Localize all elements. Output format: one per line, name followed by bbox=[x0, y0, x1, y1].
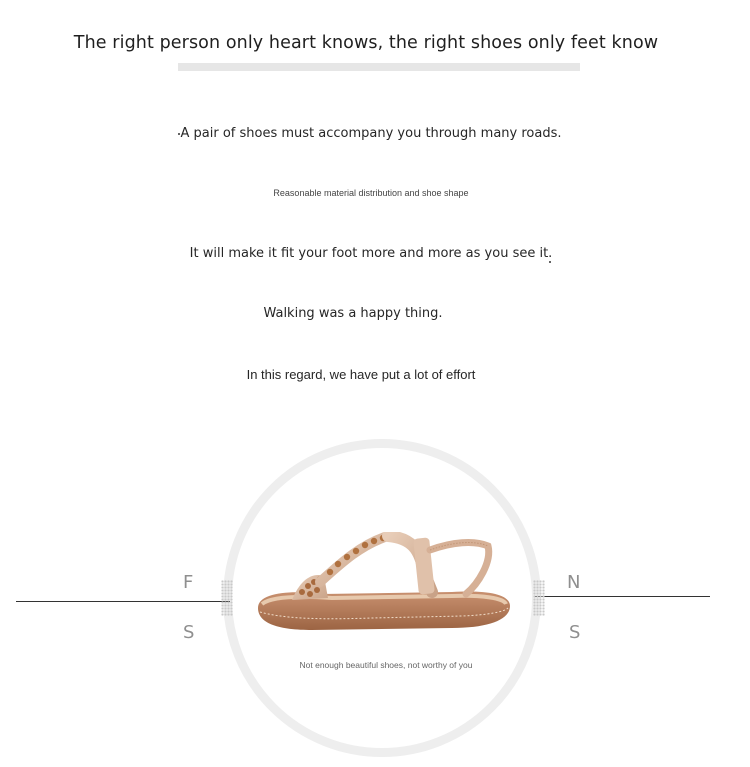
right-dot-grid bbox=[533, 580, 545, 616]
trailing-dot bbox=[549, 261, 551, 263]
sandal-image bbox=[252, 532, 514, 640]
left-letter-bottom: S bbox=[183, 622, 195, 643]
page-headline: The right person only heart knows, the right shoes only feet know bbox=[73, 33, 659, 53]
copy-line-fit: It will make it fit your foot more and more as you see it. bbox=[189, 246, 553, 261]
left-letter-top: F bbox=[183, 572, 194, 593]
copy-line-roads: A pair of shoes must accompany you through many roads. bbox=[180, 126, 562, 141]
right-divider-line bbox=[534, 596, 710, 597]
left-divider-line bbox=[16, 601, 230, 602]
headline-underline-bar bbox=[178, 63, 580, 71]
right-letter-bottom: S bbox=[569, 622, 581, 643]
copy-line-effort: In this regard, we have put a lot of effort bbox=[246, 367, 476, 382]
copy-line-material: Reasonable material distribution and shoe shape bbox=[273, 188, 469, 198]
right-letter-top: N bbox=[567, 572, 581, 593]
showcase-caption: Not enough beautiful shoes, not worthy of you bbox=[299, 660, 473, 670]
left-dot-grid bbox=[221, 580, 233, 616]
copy-line-walking: Walking was a happy thing. bbox=[263, 306, 443, 321]
